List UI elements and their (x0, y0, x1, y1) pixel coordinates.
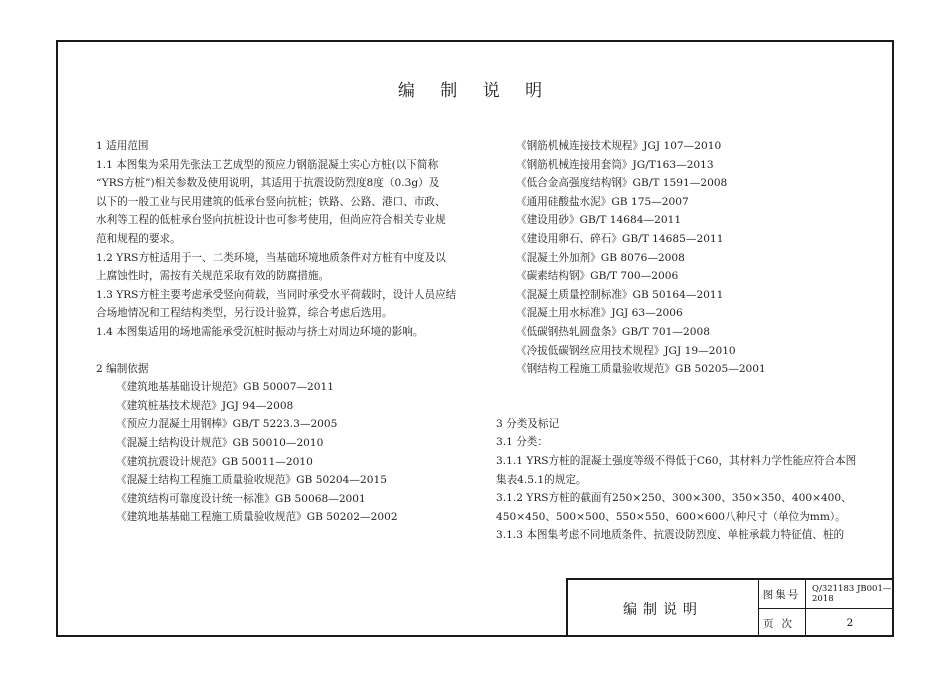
reference-item: 《建筑结构可靠度设计统一标准》GB 50068—2001 (116, 492, 366, 505)
reference-item: 《混凝土结构设计规范》GB 50010—2010 (116, 436, 324, 449)
reference-item: 《混凝土结构工程施工质量验收规范》GB 50204—2015 (116, 474, 387, 487)
text-line: 3.1 分类： (496, 436, 548, 449)
section-heading: 3 分类及标记 (496, 417, 560, 430)
text-line: “YRS方桩”)相关参数及使用说明，其适用于抗震设防烈度8度（0.3g）及 (96, 177, 440, 190)
spacer (96, 342, 491, 360)
page-number: 2 (846, 617, 854, 629)
left-column (96, 137, 491, 527)
text-line: 合场地情况和工程结构类型，另行设计验算，综合考虑后选用。 (96, 307, 393, 320)
title-block (566, 578, 894, 637)
text-line: 3.1.3 本图集考虑不同地质条件、抗震设防烈度、单桩承载力特征值、桩的 (496, 529, 845, 542)
text-line: 水利等工程的低桩承台竖向抗桩设计也可参考使用，但尚应符合相关专业规 (96, 214, 446, 227)
reference-item: 《低碳钢热轧圆盘条》GB/T 701—2008 (516, 325, 710, 338)
reference-item: 《建筑地基基础设计规范》GB 50007—2011 (116, 381, 334, 394)
reference-item: 《钢筋机械连接用套筒》JG/T163—2013 (516, 158, 714, 171)
section-heading: 2 编制依据 (96, 362, 149, 375)
reference-item: 《钢结构工程施工质量验收规范》GB 50205—2001 (516, 363, 766, 376)
reference-item: 《建筑桩基技术规范》JGJ 94—2008 (116, 399, 294, 412)
reference-item: 《碳素结构钢》GB/T 700—2006 (516, 270, 679, 283)
text-line: 上腐蚀性时，需按有关规范采取有效的防腐措施。 (96, 270, 330, 283)
text-line: 450×450、500×500、550×550、600×600八种尺寸（单位为mm）。 (496, 510, 846, 523)
spacer (496, 379, 876, 415)
reference-item: 《预应力混凝土用钢棒》GB/T 5223.3—2005 (116, 418, 338, 431)
reference-item: 《钢筋机械连接技术规程》JGJ 107—2010 (516, 140, 722, 152)
right-column (496, 137, 876, 545)
text-line: 1.4 本图集适用的场地需能承受沉桩时振动与挤土对周边环境的影响。 (96, 325, 424, 338)
atlas-number: Q/321183 JB001—2018 (806, 580, 894, 609)
page-title: 编 制 说 明 (397, 81, 553, 101)
page-label: 页次 (758, 609, 806, 637)
text-line: 1.2 YRS方桩适用于一、二类环境，当基础环境地质条件对方桩有中度及以 (96, 251, 446, 264)
drawing-name: 编制说明 (568, 580, 759, 637)
reference-item: 《建筑地基基础工程施工质量验收规范》GB 50202—2002 (116, 511, 398, 524)
section-heading: 1 适用范围 (96, 140, 149, 152)
reference-item: 《混凝土用水标准》JGJ 63—2006 (516, 307, 683, 320)
text-line: 1.1 本图集为采用先张法工艺成型的预应力钢筋混凝土实心方桩(以下简称 (96, 158, 439, 171)
reference-item: 《通用硅酸盐水泥》GB 175—2007 (516, 195, 689, 208)
text-line: 3.1.2 YRS方桩的截面有250×250、300×300、350×350、400×400、 (496, 492, 852, 505)
text-line: 1.3 YRS方桩主要考虑承受竖向荷载，当同时承受水平荷载时，设计人员应结 (96, 288, 457, 301)
reference-item: 《混凝土外加剂》GB 8076—2008 (516, 251, 685, 264)
reference-item: 《冷拔低碳钢丝应用技术规程》JGJ 19—2010 (516, 344, 736, 357)
reference-item: 《建设用砂》GB/T 14684—2011 (516, 214, 682, 227)
reference-item: 《混凝土质量控制标准》GB 50164—2011 (516, 288, 724, 301)
reference-item: 《建设用卵石、碎石》GB/T 14685—2011 (516, 232, 724, 245)
text-line: 集表4.5.1的规定。 (496, 473, 587, 486)
reference-item: 《建筑抗震设计规范》GB 50011—2010 (116, 455, 313, 468)
text-line: 以下的一般工业与民用建筑的低承台竖向抗桩；铁路、公路、港口、市政、 (96, 195, 446, 208)
text-line: 3.1.1 YRS方桩的混凝土强度等级不得低于C60，其材料力学性能应符合本图 (496, 454, 857, 467)
reference-item: 《低合金高强度结构钢》GB/T 1591—2008 (516, 177, 728, 190)
text-line: 范和规程的要求。 (96, 232, 181, 245)
atlas-label: 图集号 (758, 580, 806, 609)
